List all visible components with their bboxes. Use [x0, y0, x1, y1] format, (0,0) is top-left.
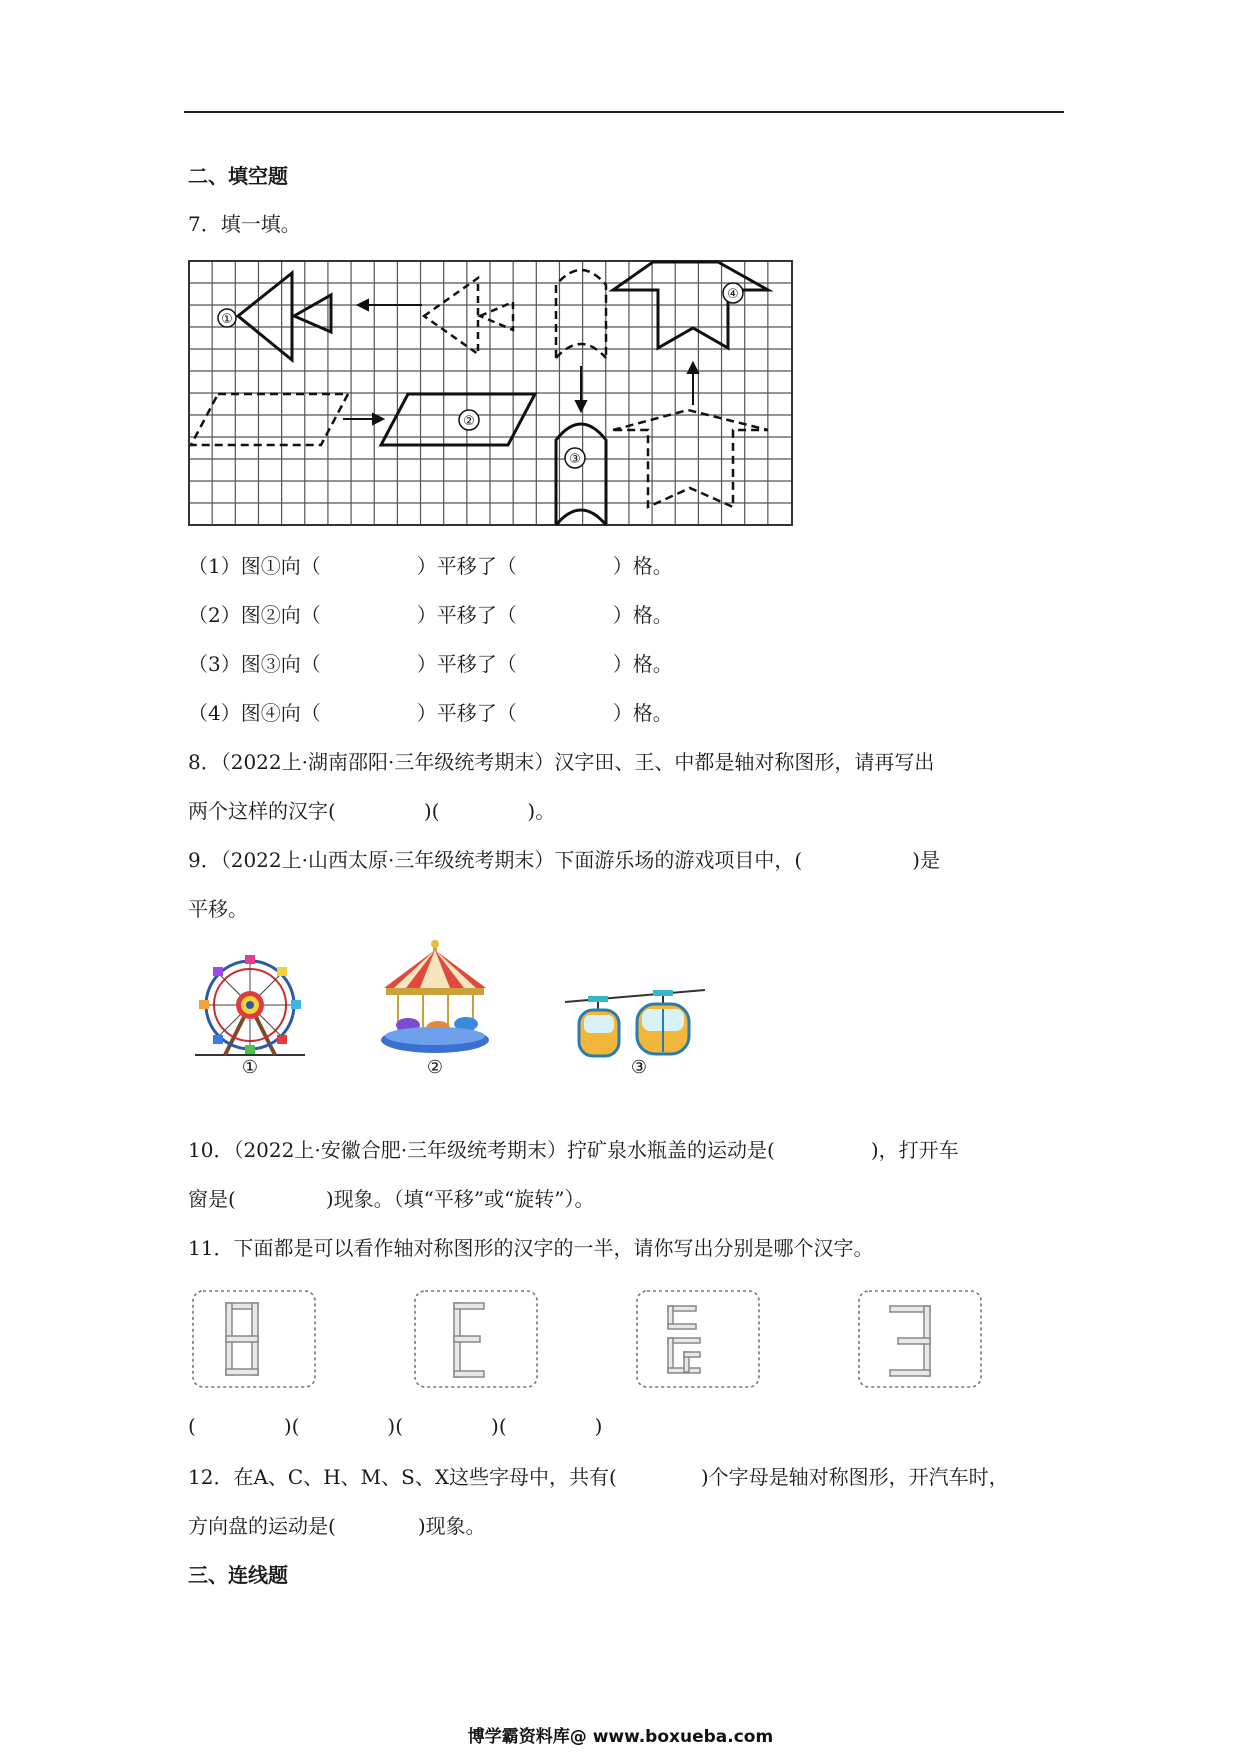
carousel-image [378, 940, 496, 1075]
half-character-3 [668, 1306, 700, 1373]
q7-row-1: （1）图①向（ ）平移了（ ）格。 [188, 554, 673, 578]
down-arrow [576, 366, 586, 411]
q9-line-2: 平移。 [188, 897, 248, 921]
image-2-label: ② [426, 1057, 444, 1075]
q12-line-2: 方向盘的运动是( )现象。 [188, 1514, 486, 1538]
ferris-wheel-image [195, 955, 305, 1075]
q7-row-4: （4）图④向（ ）平移了（ ）格。 [188, 701, 673, 725]
figure-4-label: ④ [727, 287, 739, 302]
q8-line-2: 两个这样的汉字( )( )。 [188, 799, 556, 823]
section-2-title: 二、填空题 [188, 164, 288, 188]
q10-line-2: 窗是( )现象。（填“平移”或“旋转”）。 [188, 1187, 595, 1211]
half-character-2 [454, 1303, 484, 1377]
q8-line-1: 8．（2022上·湖南邵阳·三年级统考期末）汉字田、王、中都是轴对称图形，请再写出 [188, 750, 935, 774]
q9-line-1: 9．（2022上·山西太原·三年级统考期末）下面游乐场的游戏项目中，( )是 [188, 848, 940, 872]
image-1-label: ① [241, 1057, 259, 1075]
figure-1-label: ① [221, 312, 233, 327]
image-3-label: ③ [630, 1057, 648, 1075]
q12-line-1: 12．在A、C、H、M、S、X这些字母中，共有( )个字母是轴对称图形，开汽车时， [188, 1465, 1009, 1489]
footer-watermark: 博学霸资料库@ www.boxueba.com [467, 1727, 774, 1747]
figure-1-dashed-original [424, 278, 513, 354]
half-character-4 [890, 1306, 930, 1376]
top-rule [184, 111, 1064, 113]
q7-row-2: （2）图②向（ ）平移了（ ）格。 [188, 603, 673, 627]
figure-3-solid-arch [556, 424, 606, 525]
q11-answers: ( )( )( )( ) [188, 1414, 603, 1438]
cable-car-image [565, 980, 705, 1075]
figure-2-label: ② [463, 414, 475, 429]
q11-prompt: 11．下面都是可以看作轴对称图形的汉字的一半，请你写出分别是哪个汉字。 [188, 1236, 874, 1260]
figure-3-label: ③ [569, 452, 581, 467]
figure-1-solid-arrow [238, 273, 331, 360]
up-arrow [688, 363, 698, 405]
q7-translation-grid-figure [188, 260, 794, 528]
q7-prompt: 7．填一填。 [188, 212, 301, 236]
half-character-1 [226, 1303, 258, 1375]
left-arrow [358, 300, 422, 310]
section-3-title: 三、连线题 [188, 1563, 288, 1587]
half-character-figures [190, 1288, 990, 1390]
q7-row-3: （3）图③向（ ）平移了（ ）格。 [188, 652, 673, 676]
q10-line-1: 10．（2022上·安徽合肥·三年级统考期末）拧矿泉水瓶盖的运动是( )，打开车 [188, 1138, 959, 1162]
